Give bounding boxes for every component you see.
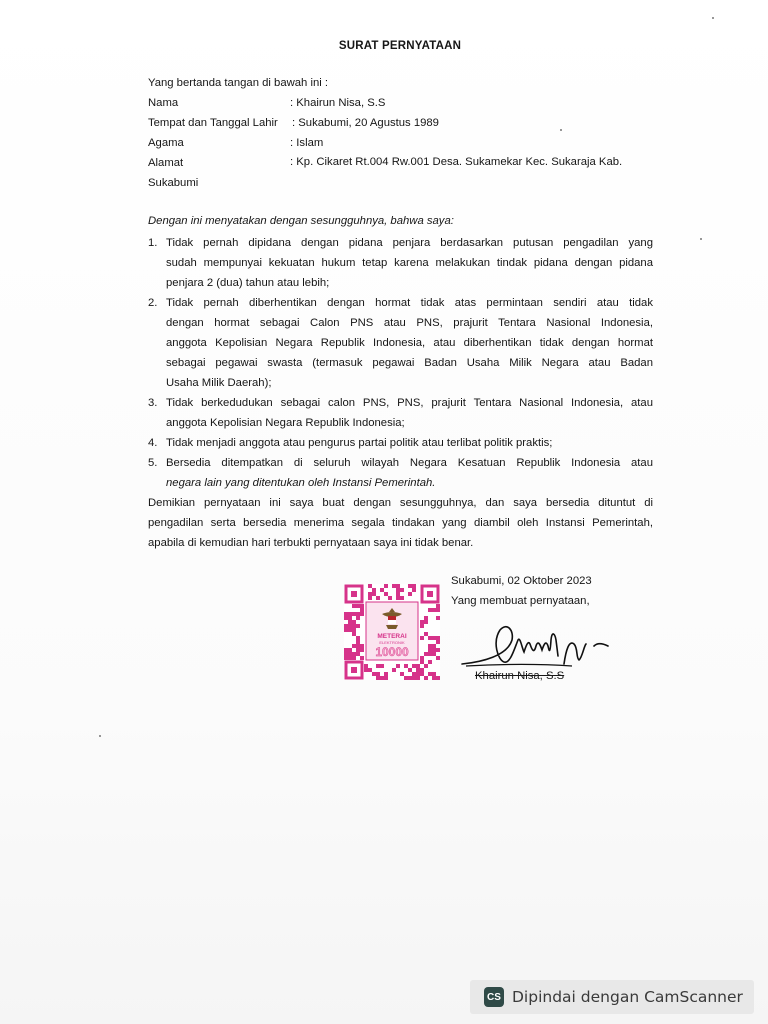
qr-module: [416, 664, 420, 668]
qr-module: [356, 616, 360, 620]
qr-module: [428, 608, 432, 612]
qr-module: [436, 656, 440, 660]
qr-module: [432, 644, 436, 648]
field-label-ttl: Tempat dan Tanggal Lahir: [148, 117, 278, 129]
item-5-line: negara lain yang ditentukan oleh Instansi Pemerintah.: [166, 477, 436, 489]
qr-module: [420, 620, 424, 624]
item-2-line: Usaha Milik Daerah);: [166, 377, 272, 389]
qr-module: [360, 612, 364, 616]
qr-module: [396, 584, 400, 588]
qr-module: [388, 596, 392, 600]
item-2-line: Tidak pernah diberhentikan dengan hormat tidak atas permintaan sendiri atau tidak: [166, 297, 653, 309]
qr-module: [348, 652, 352, 656]
qr-module: [412, 672, 416, 676]
field-label-alamat: Alamat: [148, 157, 184, 169]
signer-label: Yang membuat pernyataan,: [451, 595, 590, 607]
scan-speck: [99, 735, 101, 737]
handwritten-signature: [452, 600, 622, 680]
qr-module: [420, 672, 424, 676]
qr-module: [352, 632, 356, 636]
field-value-nama: : Khairun Nisa, S.S: [290, 97, 386, 109]
qr-module: [376, 676, 380, 680]
qr-module: [348, 624, 352, 628]
qr-module: [384, 672, 388, 676]
qr-module: [428, 672, 432, 676]
qr-module: [420, 660, 424, 664]
qr-module: [352, 624, 356, 628]
qr-module: [428, 648, 432, 652]
item-number: 1.: [148, 237, 158, 249]
qr-module: [404, 664, 408, 668]
qr-module: [380, 676, 384, 680]
qr-module: [436, 608, 440, 612]
qr-module: [352, 604, 356, 608]
qr-module: [368, 596, 372, 600]
qr-module: [344, 648, 348, 652]
qr-module: [424, 664, 428, 668]
qr-module: [356, 640, 360, 644]
qr-module: [424, 632, 428, 636]
qr-module: [372, 672, 376, 676]
closing-line: apabila di kemudian hari terbukti pernyataan saya ini tidak benar.: [148, 537, 474, 549]
qr-module: [384, 584, 388, 588]
qr-module: [400, 672, 404, 676]
qr-module: [344, 612, 348, 616]
item-number: 2.: [148, 297, 158, 309]
qr-module: [360, 648, 364, 652]
qr-module: [424, 676, 428, 680]
item-number: 3.: [148, 397, 158, 409]
qr-module: [344, 652, 348, 656]
qr-module: [432, 672, 436, 676]
item-1-line: Tidak pernah dipidana dengan pidana penjara berdasarkan putusan pengadilan yang: [166, 237, 653, 249]
qr-module: [420, 656, 424, 660]
scan-speck: [560, 129, 562, 131]
statement-intro: Dengan ini menyatakan dengan sesungguhnya, bahwa saya:: [148, 215, 454, 227]
qr-module: [380, 588, 384, 592]
camscanner-label: Dipindai dengan CamScanner: [512, 988, 743, 1006]
e-meterai-stamp: [344, 584, 440, 680]
qr-module: [344, 624, 348, 628]
qr-module: [384, 592, 388, 596]
qr-module: [396, 596, 400, 600]
item-4-line: Tidak menjadi anggota atau pengurus partai politik atau terlibat politik praktis;: [166, 437, 553, 449]
qr-module: [436, 616, 440, 620]
item-number: 5.: [148, 457, 158, 469]
qr-module: [412, 588, 416, 592]
stamp-amount: 10000: [375, 645, 409, 659]
stamp-sublabel: ELEKTRONIK: [379, 640, 405, 645]
qr-module: [348, 616, 352, 620]
qr-module: [436, 648, 440, 652]
qr-module: [352, 628, 356, 632]
qr-module: [356, 644, 360, 648]
qr-module: [416, 668, 420, 672]
qr-module: [352, 612, 356, 616]
stamp-label: METERAI: [377, 633, 407, 640]
qr-module: [392, 668, 396, 672]
qr-module: [424, 616, 428, 620]
item-3-line: Tidak berkedudukan sebagai calon PNS, PNS, prajurit Tentara Nasional Indonesia, atau: [166, 397, 653, 409]
qr-module: [348, 656, 352, 660]
qr-module: [436, 636, 440, 640]
qr-module: [368, 668, 372, 672]
closing-line: pengadilan serta bersedia menerima segala tindakan yang diambil oleh Instansi Pemerintah,: [148, 517, 653, 529]
qr-module: [432, 652, 436, 656]
qr-module: [432, 636, 436, 640]
qr-module: [432, 608, 436, 612]
qr-module: [396, 664, 400, 668]
field-value-alamat: : Kp. Cikaret Rt.004 Rw.001 Desa. Sukamekar Kec. Sukaraja Kab.: [290, 156, 623, 168]
intro-text: Yang bertanda tangan di bawah ini :: [148, 77, 329, 89]
item-1-line: penjara 2 (dua) tahun atau lebih;: [166, 277, 330, 289]
qr-module: [352, 644, 356, 648]
qr-module: [372, 588, 376, 592]
item-5-line: Bersedia ditempatkan di seluruh wilayah Negara Kesatuan Republik Indonesia atau: [166, 457, 653, 469]
qr-module: [368, 584, 372, 588]
closing-line: Demikian pernyataan ini saya buat dengan sesungguhnya, dan saya bersedia dituntut di: [148, 497, 653, 509]
qr-module: [352, 652, 356, 656]
qr-module: [376, 664, 380, 668]
item-2-line: dengan hormat sebagai Calon PNS atau PNS, prajurit Tentara Nasional Indonesia,: [166, 317, 653, 329]
qr-module: [376, 596, 380, 600]
qr-module: [364, 668, 368, 672]
camscanner-logo-icon: CS: [484, 987, 504, 1007]
item-3-line: anggota Kepolisian Negara Republik Indonesia;: [166, 417, 405, 429]
qr-module: [372, 592, 376, 596]
qr-module: [356, 604, 360, 608]
qr-module: [432, 648, 436, 652]
qr-module: [412, 584, 416, 588]
qr-module: [344, 616, 348, 620]
qr-module: [420, 668, 424, 672]
qr-module: [356, 612, 360, 616]
scan-speck: [700, 238, 702, 240]
qr-module: [428, 652, 432, 656]
qr-module: [356, 652, 360, 656]
qr-module: [344, 656, 348, 660]
qr-module: [404, 676, 408, 680]
qr-module: [344, 628, 348, 632]
field-value-alamat-cont: Sukabumi: [148, 177, 199, 189]
camscanner-watermark: [470, 980, 754, 1014]
field-label-nama: Nama: [148, 97, 179, 109]
qr-module: [396, 592, 400, 596]
field-value-agama: : Islam: [290, 137, 324, 149]
qr-module: [428, 660, 432, 664]
qr-module: [416, 672, 420, 676]
qr-module: [360, 608, 364, 612]
item-2-line: anggota Kepolisian Negara Republik Indonesia, atau diberhentikan tidak dengan hormat: [166, 337, 653, 349]
qr-module: [352, 620, 356, 624]
qr-module: [348, 612, 352, 616]
qr-module: [384, 676, 388, 680]
qr-module: [348, 620, 352, 624]
qr-module: [348, 648, 352, 652]
qr-module: [356, 636, 360, 640]
item-number: 4.: [148, 437, 158, 449]
scan-speck: [712, 17, 714, 19]
qr-module: [424, 620, 428, 624]
qr-module: [420, 636, 424, 640]
qr-module: [436, 604, 440, 608]
signer-name: [475, 670, 564, 682]
qr-module: [432, 676, 436, 680]
document-title: SURAT PERNYATAAN: [338, 40, 462, 52]
qr-module: [416, 676, 420, 680]
qr-module: [428, 636, 432, 640]
qr-module: [368, 592, 372, 596]
qr-module: [420, 624, 424, 628]
qr-module: [360, 656, 364, 660]
qr-module: [412, 664, 416, 668]
qr-module: [364, 664, 368, 668]
qr-module: [408, 592, 412, 596]
qr-module: [356, 648, 360, 652]
qr-module: [412, 676, 416, 680]
qr-module: [376, 672, 380, 676]
qr-module: [436, 640, 440, 644]
qr-module: [408, 668, 412, 672]
qr-module: [360, 604, 364, 608]
qr-module: [400, 588, 404, 592]
qr-module: [428, 644, 432, 648]
item-1-line: sudah mempunyai kekuatan hukum tetap karena melakukan tindak pidana dengan pidana: [166, 257, 653, 269]
field-label-agama: Agama: [148, 137, 184, 149]
qr-module: [408, 676, 412, 680]
qr-module: [360, 644, 364, 648]
qr-module: [392, 584, 396, 588]
qr-module: [424, 652, 428, 656]
signer-name-text: Khairun Nisa, S.S: [475, 670, 565, 682]
qr-module: [396, 588, 400, 592]
qr-module: [348, 628, 352, 632]
field-value-ttl: : Sukabumi, 20 Agustus 1989: [292, 117, 439, 129]
qr-module: [356, 624, 360, 628]
qr-module: [352, 656, 356, 660]
qr-module: [408, 584, 412, 588]
qr-module: [400, 596, 404, 600]
qr-module: [380, 664, 384, 668]
qr-module: [436, 676, 440, 680]
item-2-line: sebagai pegawai swasta (termasuk pegawai Badan Usaha Milik Negara atau Badan: [166, 357, 653, 369]
place-date: Sukabumi, 02 Oktober 2023: [451, 575, 592, 587]
